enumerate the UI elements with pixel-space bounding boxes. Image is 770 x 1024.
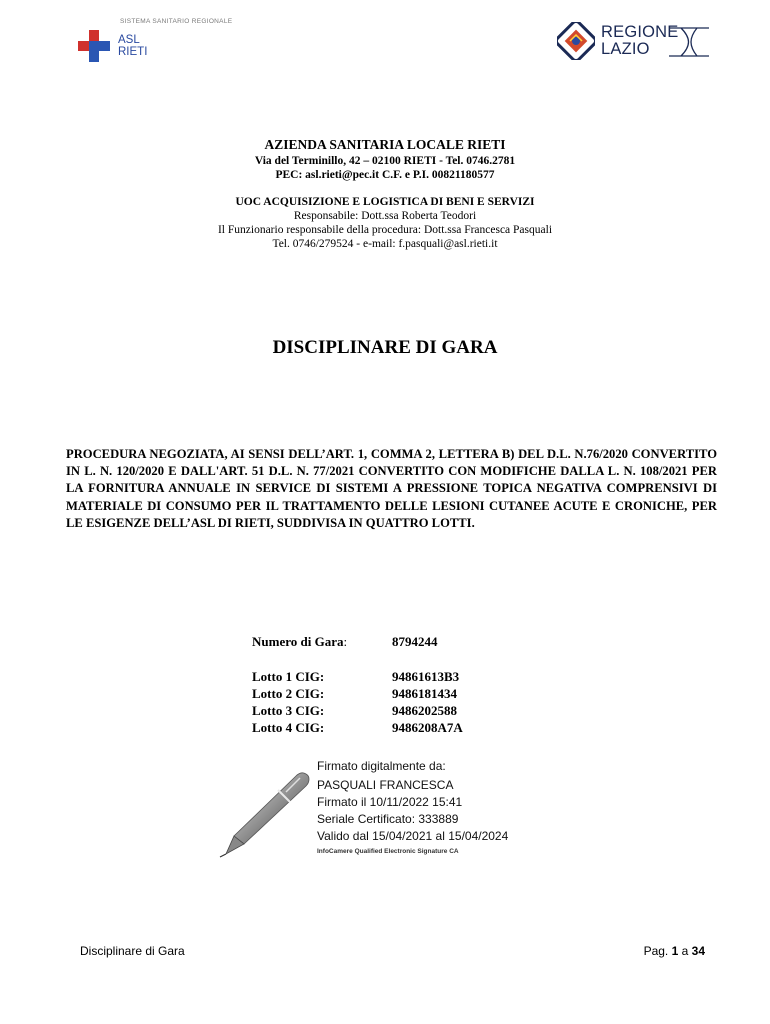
lotto-cig-value: 9486208A7A	[392, 720, 463, 735]
lotto-cig-value: 94861613B3	[392, 669, 460, 684]
page-current: 1	[671, 944, 679, 958]
procedure-description: PROCEDURA NEGOZIATA, AI SENSI DELL’ART. 1, COMMA 2, LETTERA B) DEL D.L. N.76/2020 CONVERTITO IN L. N. 120/2020 E DALL'ART. 51 D.L. N. 77/2021 CONVERTITO CON MODIFICHE DALLA L. N. 108/2021 PER LA FORNITURA ANNUALE IN SERVICE DI SISTEMI A PRESSIONE TOPICA NEGATIVA COMPRENSIVI DI MATERIALE DI CONSUMO PER IL TRATTAMENTO DELLE LESIONI CUTANEE ACUTE E CRONICHE, PER LE ESIGENZE DELL’ASL DI RIETI, SUDDIVISA IN QUATTRO LOTTI.	[66, 447, 717, 530]
lotto-cig-value: 9486202588	[392, 703, 457, 718]
regione-lazio-line2: LAZIO	[601, 40, 650, 58]
asl-logo-line1: ASL	[118, 34, 140, 46]
org-address: Via del Terminillo, 42 – 02100 RIETI - Tel. 0746.2781	[254, 155, 516, 167]
regione-lazio-logo	[557, 22, 709, 62]
org-name: AZIENDA SANITARIA LOCALE RIETI	[264, 137, 506, 152]
asl-supra-label: SISTEMA SANITARIO REGIONALE	[120, 18, 233, 25]
org-pec: PEC: asl.rieti@pec.it C.F. e P.I. 00821180577	[275, 169, 495, 181]
signer-name: PASQUALI FRANCESCA	[317, 778, 454, 792]
asl-logo-line2: RIETI	[118, 46, 148, 58]
gara-number-value: 8794244	[392, 634, 438, 649]
footer-document-name: Disciplinare di Gara	[80, 944, 185, 958]
gara-number-label: Numero di Gara	[252, 634, 344, 649]
lotto-label: Lotto 2 CIG:	[252, 686, 325, 701]
certificate-serial: Seriale Certificato: 333889	[317, 812, 459, 826]
document-title: DISCIPLINARE DI GARA	[272, 337, 498, 358]
lotto-label: Lotto 1 CIG:	[252, 669, 325, 684]
fountain-pen-icon	[216, 770, 312, 858]
footer-page-number	[644, 944, 705, 958]
asl-rieti-logo	[78, 18, 258, 64]
org-contact: Tel. 0746/279524 - e-mail: f.pasquali@asl.rieti.it	[272, 238, 498, 250]
lotto-cig-value: 9486181434	[392, 686, 457, 701]
signature-heading: Firmato digitalmente da:	[317, 759, 446, 773]
lotto-label: Lotto 4 CIG:	[252, 720, 325, 735]
certificate-authority: InfoCamere Qualified Electronic Signature CA	[317, 848, 459, 855]
org-funzionario: Il Funzionario responsabile della procedura: Dott.ssa Francesca Pasquali	[217, 224, 553, 236]
page-separator: a	[678, 944, 692, 958]
regione-lazio-swoosh-icon	[667, 22, 711, 62]
certificate-validity: Valido dal 15/04/2021 al 15/04/2024	[317, 829, 509, 843]
gara-number-colon: :	[343, 634, 348, 649]
asl-logo-text	[118, 34, 147, 58]
regione-lazio-emblem-icon	[557, 22, 595, 60]
regione-lazio-line1: REGIONE	[601, 23, 679, 41]
page-total: 34	[691, 944, 705, 958]
org-unit: UOC ACQUISIZIONE E LOGISTICA DI BENI E SERVIZI	[235, 196, 535, 208]
lotto-label: Lotto 3 CIG:	[252, 703, 325, 718]
page-prefix: Pag.	[643, 944, 672, 958]
red-blue-cross-icon	[78, 30, 110, 62]
signature-date: Firmato il 10/11/2022 15:41	[317, 795, 463, 809]
org-responsabile: Responsabile: Dott.ssa Roberta Teodori	[293, 210, 477, 222]
